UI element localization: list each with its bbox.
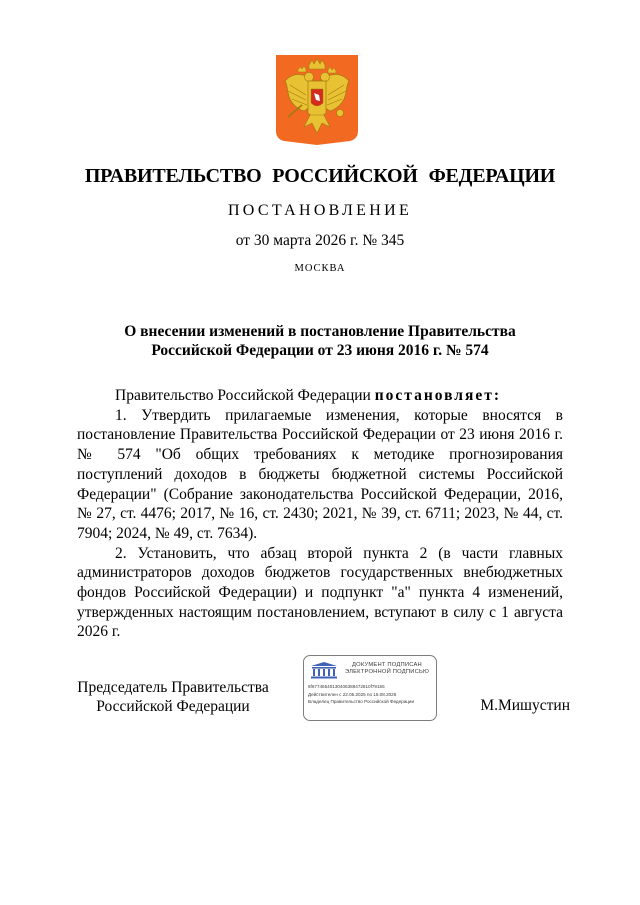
stamp-heading-line-2: ЭЛЕКТРОННОЙ ПОДПИСЬЮ (344, 669, 430, 675)
subject-line-1: О внесении изменений в постановление Правительства (124, 323, 516, 340)
position-line-1: Председатель Правительства (77, 679, 269, 696)
preamble-paragraph (77, 386, 563, 406)
coat-of-arms-icon (276, 55, 358, 145)
signatory-name: М.Мишустин (480, 697, 570, 714)
document-type: ПОСТАНОВЛЕНИЕ (227, 202, 413, 219)
stamp-certificate: 6f67746540130406388472810f79155 (308, 684, 385, 689)
stamp-owner: Владелец Правительство Российской Федерации (308, 699, 415, 704)
document-body (77, 386, 563, 642)
preamble-text: Правительство Российской Федерации (115, 387, 375, 404)
stamp-validity: Действителен с 22.05.2025 по 15.08.2026 (308, 692, 397, 697)
item-1-paragraph: 1. Утвердить прилагаемые изменения, которые вносятся в постановление Правительства Российской Федерации от 23 июня 2016 г. № 574 "Об общих требованиях к методике прогнозирования поступлений доходов в бюджеты бюджетной системы Российской Федерации" (Собрание законодательства Российской Федерации, 2016, № 27, ст. 4476; 2017, № 16, ст. 2430; 2021, № 39, ст. 6711; 2023, № 44, ст. 7904; 2024, № 49, ст. 7634). (77, 406, 563, 542)
stamp-heading-line-1: ДОКУМЕНТ ПОДПИСАН (352, 662, 422, 668)
signatory-position (77, 678, 269, 716)
document-date-number: от 30 марта 2026 г. № 345 (235, 232, 405, 249)
issuer-title: ПРАВИТЕЛЬСТВО РОССИЙСКОЙ ФЕДЕРАЦИИ (84, 165, 556, 187)
item-2-paragraph: 2. Установить, что абзац второй пункта 2 (в части главных администраторов доходов бюджетов государственных внебюджетных фондов Российской Федерации) и подпункт "а" пункта 4 изменений, утвержденных настоящим постановлением, вступают в силу с 1 августа 2026 г. (77, 544, 563, 641)
decree-word: постановляет: (374, 387, 502, 404)
electronic-signature-stamp (303, 655, 437, 721)
document-city: МОСКВА (294, 263, 346, 274)
subject-line-2: Российской Федерации от 23 июня 2016 г. № 574 (151, 342, 489, 359)
stamp-heading (338, 662, 436, 676)
document-subject (80, 322, 560, 360)
position-line-2: Российской Федерации (96, 698, 250, 715)
government-building-icon (309, 661, 339, 679)
